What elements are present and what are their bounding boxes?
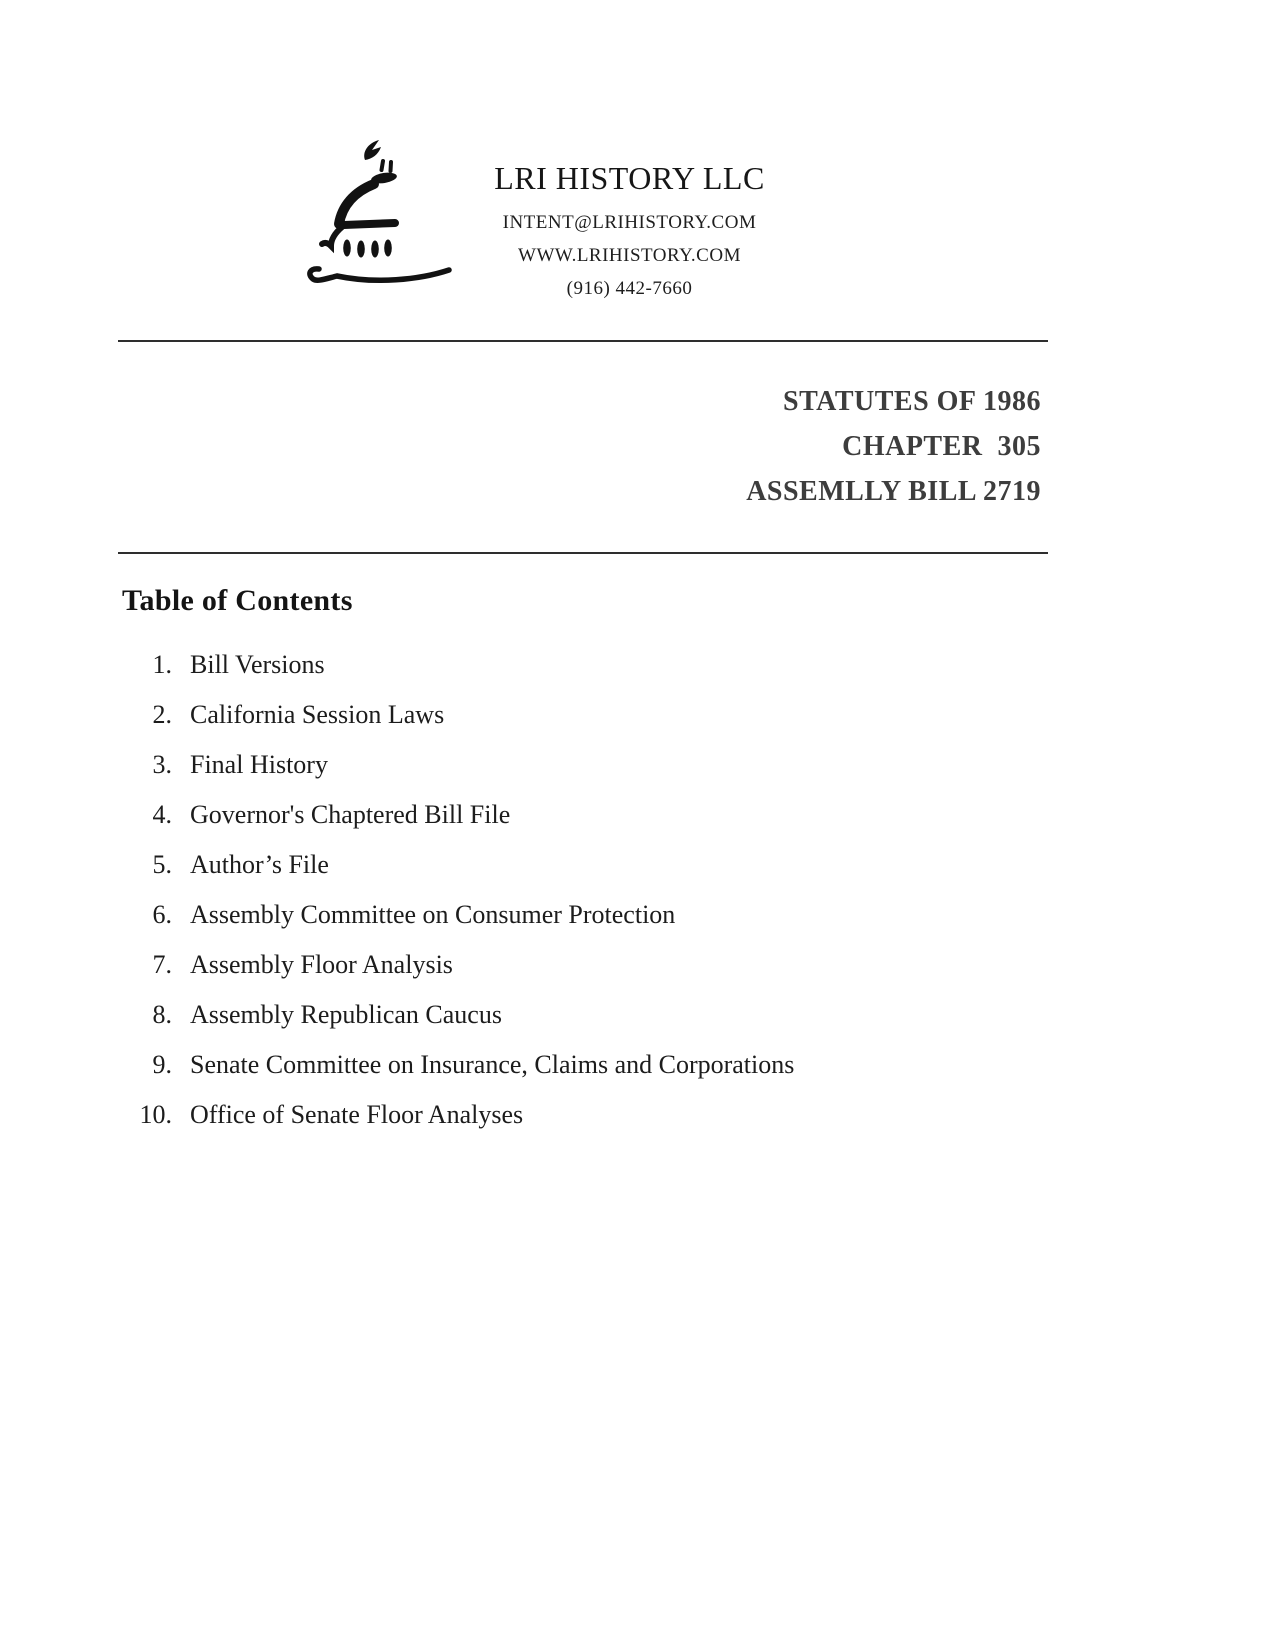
toc-item-label: Author’s File [190,850,329,879]
toc-item [118,951,1158,979]
toc-item-number: 10. [139,1100,172,1129]
company-email: INTENT@LRIHISTORY.COM [502,212,757,233]
toc-item [118,1051,1158,1079]
company-phone: (916) 442-7660 [566,278,693,299]
toc-item-label: Assembly Republican Caucus [190,1000,502,1029]
toc-item-number: 6. [152,900,172,929]
toc-item-number: 9. [152,1050,172,1079]
toc-item-number: 5. [152,850,172,879]
toc-item [118,701,1158,729]
toc-item-label: Bill Versions [190,650,325,679]
toc-item-number: 2. [152,700,172,729]
toc-item-number: 8. [152,1000,172,1029]
toc-item-label: Final History [190,750,328,779]
toc-item-label: Governor's Chaptered Bill File [190,800,511,829]
company-name: LRI HISTORY LLC [494,160,765,196]
toc-item [118,1001,1158,1029]
divider-bottom [118,552,1048,554]
toc-item [118,901,1158,929]
toc-item-label: Office of Senate Floor Analyses [190,1100,524,1129]
assembly-bill-line: ASSEMLLY BILL 2719 [746,476,1041,507]
company-website: WWW.LRIHISTORY.COM [518,245,741,266]
toc-item-label: Assembly Floor Analysis [190,950,453,979]
chapter-line: CHAPTER 305 [842,431,1041,462]
divider-top [118,340,1048,342]
statutes-line: STATUTES OF 1986 [783,386,1041,417]
toc-item-number: 7. [152,950,172,979]
toc-item-number: 1. [152,650,172,679]
toc-item [118,651,1158,679]
toc-item-label: Assembly Committee on Consumer Protection [190,900,676,929]
toc-list [118,651,1158,1151]
capitol-dome-icon [303,136,455,290]
capitol-dome-logo [303,136,455,290]
toc-item-number: 3. [152,750,172,779]
toc-item-label: California Session Laws [190,700,445,729]
toc-item [118,751,1158,779]
toc-item [118,801,1158,829]
bill-title-block [746,379,1041,514]
toc-item [118,851,1158,879]
toc-item [118,1101,1158,1129]
toc-heading: Table of Contents [122,584,353,617]
toc-item-number: 4. [152,800,172,829]
toc-item-label: Senate Committee on Insurance, Claims and Corporations [190,1050,795,1079]
letterhead [462,160,797,305]
